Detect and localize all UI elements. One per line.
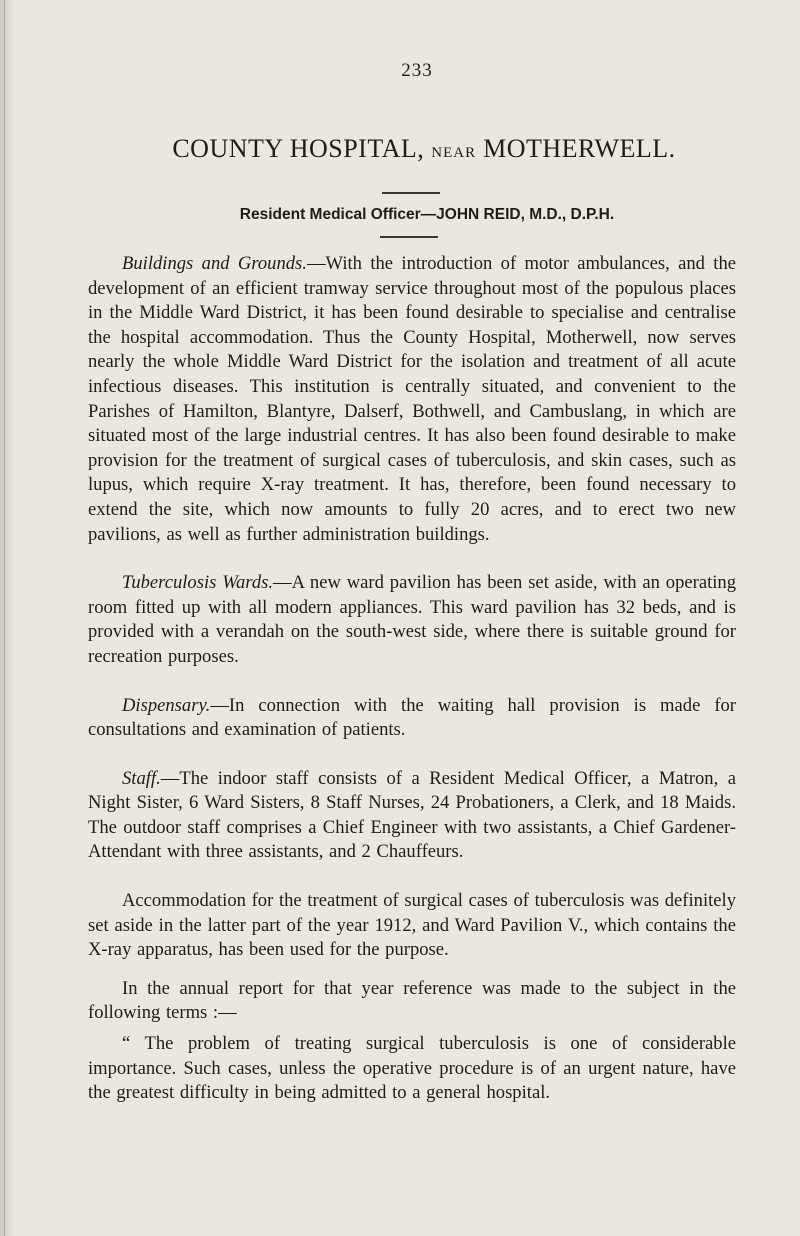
- page-number: 233: [401, 60, 433, 81]
- section-text: —With the introduction of motor ambulances, and the development of an efficient tramway service throughout most of the populous places in the Middle Ward District, it has been found desirable to specialise and centralise the hospital accommodation. Thus the County Hospital, Motherwell, now serves nearly the whole Middle Ward District for the isolation and treatment of all acute infectious diseases. This institution is centrally situated, and convenient to the Parishes of Hamilton, Blantyre, Dalserf, Bothwell, and Cambuslang, in which are situated most of the large industrial centres. It has also been found desirable to make provision for the treatment of surgical cases of tuberculosis, and skin cases, such as lupus, which require X-ray treatment. It has, therefore, been found necessary to extend the site, which now amounts to fully 20 acres, and to erect two new pavilions, as well as further administration buildings.: [88, 253, 736, 545]
- section-dispensary: [88, 694, 736, 743]
- section-heading: Tuberculosis Wards.: [122, 572, 274, 594]
- binding-line: [4, 0, 5, 1236]
- section-text: —The indoor staff consists of a Resident Medical Officer, a Matron, a Night Sister, 6 Ward Sisters, 8 Staff Nurses, 24 Probationers, a Clerk, and 18 Maids. The outdoor staff comprises a Chief Engineer with two assistants, a Chief Gardener-Attendant with three assistants, and 2 Chauffeurs.: [88, 767, 736, 863]
- title-part-3: MOTHERWELL.: [483, 134, 676, 163]
- divider-rule-bottom: [380, 236, 438, 238]
- page-title: [88, 134, 736, 164]
- section-heading: Staff.: [122, 767, 161, 789]
- section-heading: Buildings and Grounds.: [122, 253, 307, 274]
- paragraph-annual-report: In the annual report for that year reference was made to the subject in the following terms :—: [88, 977, 736, 1024]
- title-part-2: NEAR: [431, 145, 477, 161]
- divider-rule-top: [382, 192, 440, 194]
- section-heading: Dispensary.: [122, 694, 211, 716]
- page-binding-edge: [0, 0, 14, 1236]
- section-tuberculosis-wards: [88, 571, 736, 669]
- paragraph-quotation: “ The problem of treating surgical tuberculosis is one of considerable importance. Such cases, unless the operative procedure is of an urgent nature, have the greatest difficulty in being admitted to a general hospital.: [88, 1033, 736, 1104]
- title-part-1: COUNTY HOSPITAL,: [172, 134, 425, 163]
- section-staff: [88, 767, 736, 865]
- resident-officer-line: Resident Medical Officer—JOHN REID, M.D., D.P.H.: [239, 206, 615, 223]
- section-text: —In connection with the waiting hall provision is made for consultations and examination of patients.: [88, 694, 736, 741]
- document-page: [88, 60, 736, 1106]
- section-text: —A new ward pavilion has been set aside, with an operating room fitted up with all modern appliances. This ward pavilion has 32 beds, and is provided with a verandah on the south-west side, where there is suitable ground for recreation purposes.: [88, 572, 736, 667]
- section-buildings-and-grounds: [88, 252, 736, 547]
- paragraph-accommodation: Accommodation for the treatment of surgical cases of tuberculosis was definitely set aside in the latter part of the year 1912, and Ward Pavilion V., which contains the X-ray apparatus, has been used for the purpose.: [88, 890, 736, 961]
